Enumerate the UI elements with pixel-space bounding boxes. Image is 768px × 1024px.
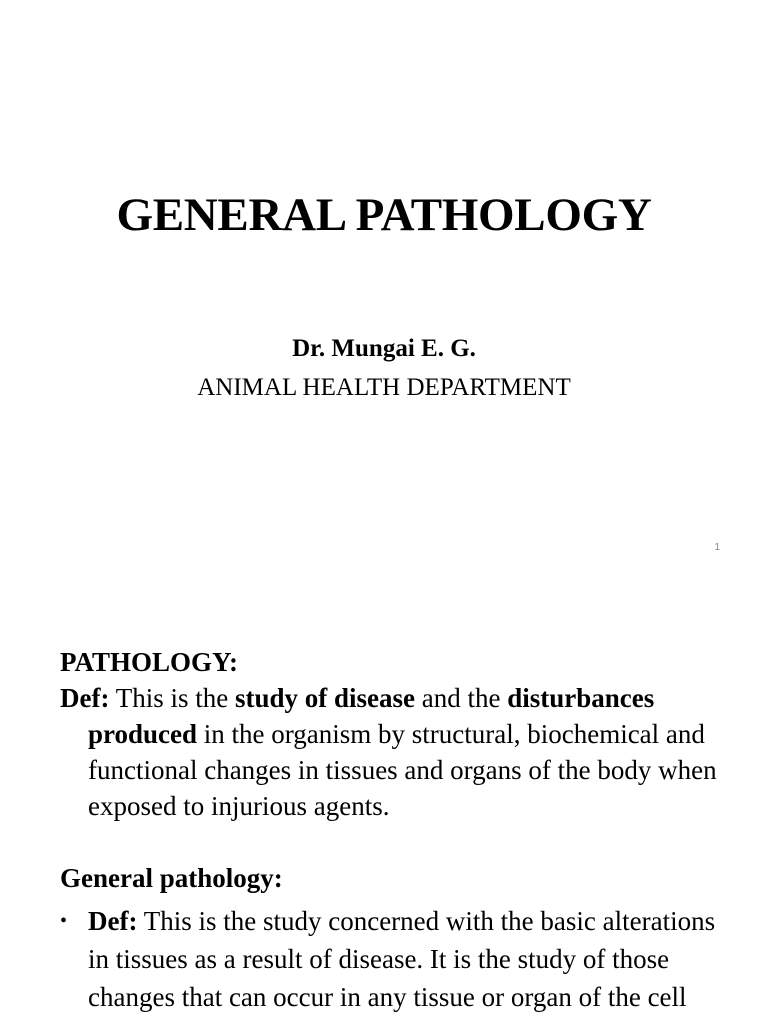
bullet-icon: • <box>60 910 68 932</box>
pathology-definition <box>60 680 740 824</box>
author-name: Dr. Mungai E. G. <box>292 335 476 362</box>
slide-title: GENERAL PATHOLOGY <box>116 189 652 241</box>
definition-text-3: in the organism by structural, biochemical and functional changes in tissues and organs of the body when exposed to injurious agents. <box>88 719 717 821</box>
definition-text-1: This is the <box>109 683 235 713</box>
department-name: ANIMAL HEALTH DEPARTMENT <box>197 374 571 401</box>
general-pathology-bullet <box>60 902 740 1016</box>
slide-number: 1 <box>714 542 720 553</box>
definition-bold-2: disturbances produced <box>88 683 655 749</box>
bullet-label: Def: <box>88 906 138 936</box>
definition-label: Def: <box>60 683 110 713</box>
definition-text-2: and the <box>415 683 508 713</box>
definition-bold-1: study of disease <box>234 683 416 713</box>
content-slide <box>0 596 768 1024</box>
pathology-heading: PATHOLOGY: <box>60 647 239 677</box>
general-pathology-heading: General pathology: <box>60 863 283 893</box>
bullet-text: This is the study concerned with the basic alterations in tissues as a result of disease. It is the study of those changes that can occur in any tissue or organ of the cell <box>88 906 716 1012</box>
